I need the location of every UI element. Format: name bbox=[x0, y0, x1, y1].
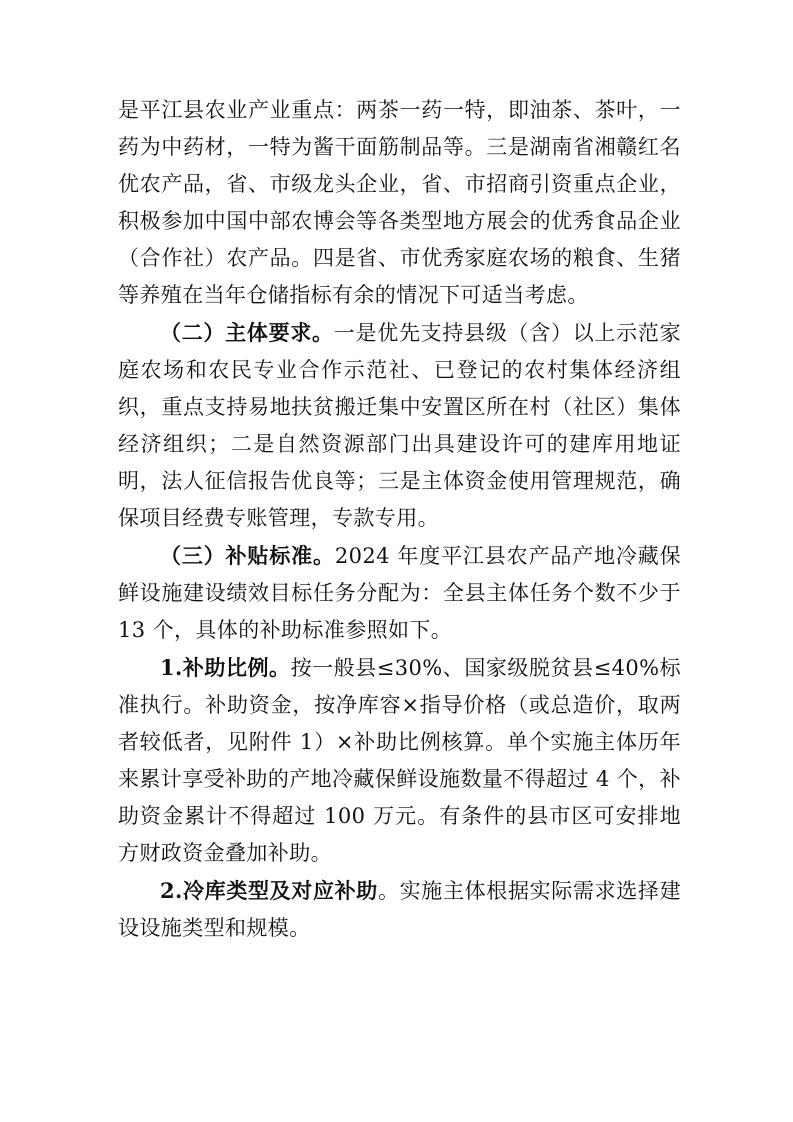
document-page bbox=[118, 92, 681, 947]
paragraph-text: 是平江县农业产业重点：两茶一药一特，即油茶、茶叶，一药为中药材，一特为酱干面筋制品等。三是湖南省湘赣红名优农产品，省、市级龙头企业，省、市招商引资重点企业，积极参加中国中部农博会等各类型地方展会的优秀食品企业（合作社）农产品。四是省、市优秀家庭农场的粮食、生猪等养殖在当年仓储指标有余的情况下可适当考虑。 bbox=[118, 98, 681, 307]
section-heading: 1.补助比例。 bbox=[160, 655, 291, 680]
paragraph-text: 按一般县≤30%、国家级脱贫县≤40%标准执行。补助资金，按净库容×指导价格（或总造价，取两者较低者，见附件 1）×补助比例核算。单个实施主体历年来累计享受补助的产地冷藏保鲜设施数量不得超过 4 个，补助资金累计不得超过 100 万元。有条件的县市区可安排地方财政资金叠加补助。 bbox=[118, 656, 681, 865]
section-heading: 2.冷库类型及对应补助 bbox=[160, 878, 378, 903]
section-heading: （二）主体要求。 bbox=[160, 320, 334, 345]
paragraph-cold-storage-types bbox=[118, 872, 681, 947]
paragraph-text: 一是优先支持县级（含）以上示范家庭农场和农民专业合作示范社、已登记的农村集体经济组织，重点支持易地扶贫搬迁集中安置区所在村（社区）集体经济组织；二是自然资源部门出具建设许可的建库用地证明，法人征信报告优良等；三是主体资金使用管理规范，确保项目经费专账管理，专款专用。 bbox=[118, 321, 681, 530]
paragraph-continuation bbox=[118, 92, 681, 314]
paragraph-subsidy-standard bbox=[118, 537, 681, 649]
paragraph-text: 2024 年度平江县农产品产地冷藏保鲜设施建设绩效目标任务分配为：全县主体任务个数不少于 13 个，具体的补助标准参照如下。 bbox=[118, 544, 681, 642]
paragraph-text: 。实施主体根据实际需求选择建设设施类型和规模。 bbox=[118, 879, 681, 940]
paragraph-subject-requirements bbox=[118, 314, 681, 537]
section-heading: （三）补贴标准。 bbox=[160, 543, 335, 568]
paragraph-subsidy-ratio bbox=[118, 649, 681, 872]
